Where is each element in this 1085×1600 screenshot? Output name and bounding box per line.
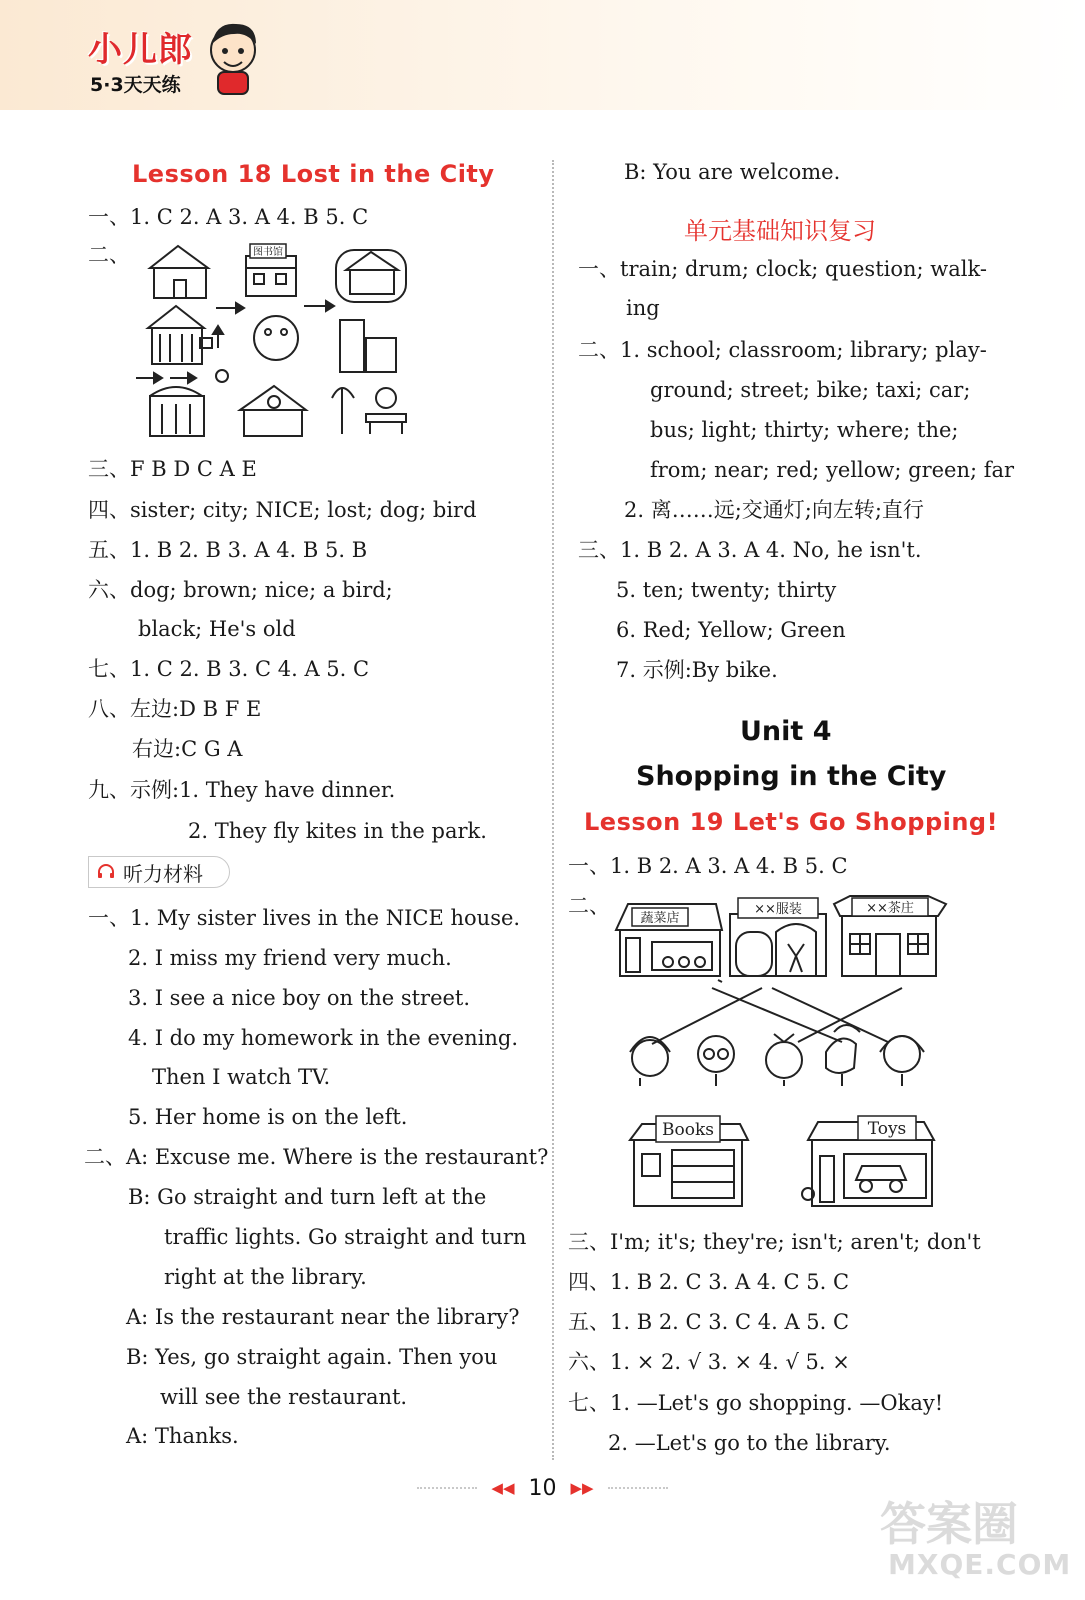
review-2-2: 2. 离……远;交通灯;向左转;直行 (624, 498, 924, 522)
review-2-1-a: 二、1. school; classroom; library; play- (578, 338, 987, 362)
lesson19-answer-7-2: 2. —Let's go to the library. (608, 1431, 891, 1455)
listening-2-b1b: traffic lights. Go straight and turn (164, 1225, 527, 1249)
shops-matching-picture (612, 892, 952, 1217)
listening-1-1: 一、1. My sister lives in the NICE house. (88, 906, 521, 930)
review-3-7: 7. 示例:By bike. (616, 658, 778, 682)
answer-q1: 一、1. C 2. A 3. A 4. B 5. C (88, 205, 369, 229)
review-1-line-b: ing (626, 296, 660, 320)
prev-arrows-icon: ◀◀ (491, 1479, 515, 1497)
listening-1-4b: Then I watch TV. (152, 1065, 331, 1089)
unit-review-title: 单元基础知识复习 (684, 217, 876, 245)
review-3-5: 5. ten; twenty; thirty (616, 578, 837, 602)
toy-shop-sign: Toys (867, 1119, 907, 1139)
unit-name: Shopping in the City (636, 761, 947, 792)
library-sign: 图书馆 (253, 247, 283, 258)
answer-q6-line1: 六、dog; brown; nice; a bird; (88, 578, 393, 602)
answer-q9-line2: 2. They fly kites in the park. (188, 819, 487, 843)
review-3-1: 三、1. B 2. A 3. A 4. No, he isn't. (578, 538, 922, 562)
page-number: 10 (528, 1475, 557, 1501)
watermark-line1: 答案圈 (880, 1497, 1018, 1551)
next-arrows-icon: ▶▶ (570, 1479, 594, 1497)
lesson19-answer-5: 五、1. B 2. C 3. C 4. A 5. C (568, 1310, 850, 1334)
map-route-picture (136, 238, 416, 443)
answer-q8-line1: 八、左边:D B F E (88, 697, 262, 721)
lesson19-answer-4: 四、1. B 2. C 3. A 4. C 5. C (568, 1270, 850, 1294)
series-name: 5·3天天练 (90, 74, 181, 96)
brand-name: 小儿郎 (88, 30, 193, 70)
listening-1-5: 5. Her home is on the left. (128, 1105, 408, 1129)
listening-2-a1: 二、A: Excuse me. Where is the restaurant? (84, 1145, 549, 1169)
tea-shop-sign: ××茶庄 (866, 901, 914, 916)
review-3-6: 6. Red; Yellow; Green (616, 618, 846, 642)
unit-label: Unit 4 (740, 716, 832, 747)
listening-2-b2b: will see the restaurant. (160, 1385, 408, 1409)
lesson-19-title: Lesson 19 Let's Go Shopping! (584, 808, 999, 836)
mascot-icon (206, 18, 260, 98)
review-2-1-d: from; near; red; yellow; green; far (650, 458, 1015, 482)
listening-2-a2: A: Is the restaurant near the library? (126, 1305, 520, 1329)
answer-q3: 三、F B D C A E (88, 457, 257, 481)
clothes-shop-sign: ××服装 (754, 902, 802, 917)
listening-material-tag (88, 856, 230, 888)
listening-2-a3: A: Thanks. (126, 1424, 239, 1448)
lesson19-answer-7-1: 七、1. —Let's go shopping. —Okay! (568, 1391, 944, 1415)
vegetable-shop-sign: 蔬菜店 (640, 911, 680, 926)
book-shop-sign: Books (662, 1120, 714, 1140)
lesson19-answer-2-label: 二、 (568, 894, 610, 918)
footer-dots-left (417, 1487, 477, 1489)
brand-logo (88, 18, 268, 108)
watermark-line2: MXQE.COM (888, 1548, 1072, 1581)
review-1-line-a: 一、train; drum; clock; question; walk- (578, 257, 987, 281)
listening-2-b1a: B: Go straight and turn left at the (128, 1185, 487, 1209)
listening-2-b2a: B: Yes, go straight again. Then you (126, 1345, 498, 1369)
answer-q5: 五、1. B 2. B 3. A 4. B 5. B (88, 538, 368, 562)
answer-q7: 七、1. C 2. B 3. C 4. A 5. C (88, 657, 370, 681)
dialog-b-welcome: B: You are welcome. (624, 160, 841, 184)
answer-q8-line2: 右边:C G A (132, 737, 243, 761)
lesson-18-title: Lesson 18 Lost in the City (132, 160, 495, 188)
listening-1-3: 3. I see a nice boy on the street. (128, 986, 471, 1010)
lesson19-answer-6: 六、1. × 2. √ 3. × 4. √ 5. × (568, 1350, 850, 1374)
footer-dots-right (608, 1487, 668, 1489)
answer-q4: 四、sister; city; NICE; lost; dog; bird (88, 498, 477, 522)
listening-1-2: 2. I miss my friend very much. (128, 946, 452, 970)
answer-q2-label: 二、 (88, 243, 130, 267)
lesson19-answer-3: 三、I'm; it's; they're; isn't; aren't; don't (568, 1230, 981, 1254)
listening-1-4a: 4. I do my homework in the evening. (128, 1026, 519, 1050)
answer-q9-line1: 九、示例:1. They have dinner. (88, 778, 396, 802)
column-divider (552, 160, 554, 1460)
lesson19-answer-1: 一、1. B 2. A 3. A 4. B 5. C (568, 854, 848, 878)
watermark (880, 1488, 1072, 1588)
answer-q6-line2: black; He's old (138, 617, 296, 641)
listening-2-b1c: right at the library. (164, 1265, 367, 1289)
review-2-1-c: bus; light; thirty; where; the; (650, 418, 959, 442)
headphones-icon (89, 860, 123, 884)
review-2-1-b: ground; street; bike; taxi; car; (650, 378, 971, 402)
listening-material-label: 听力材料 (123, 861, 203, 886)
